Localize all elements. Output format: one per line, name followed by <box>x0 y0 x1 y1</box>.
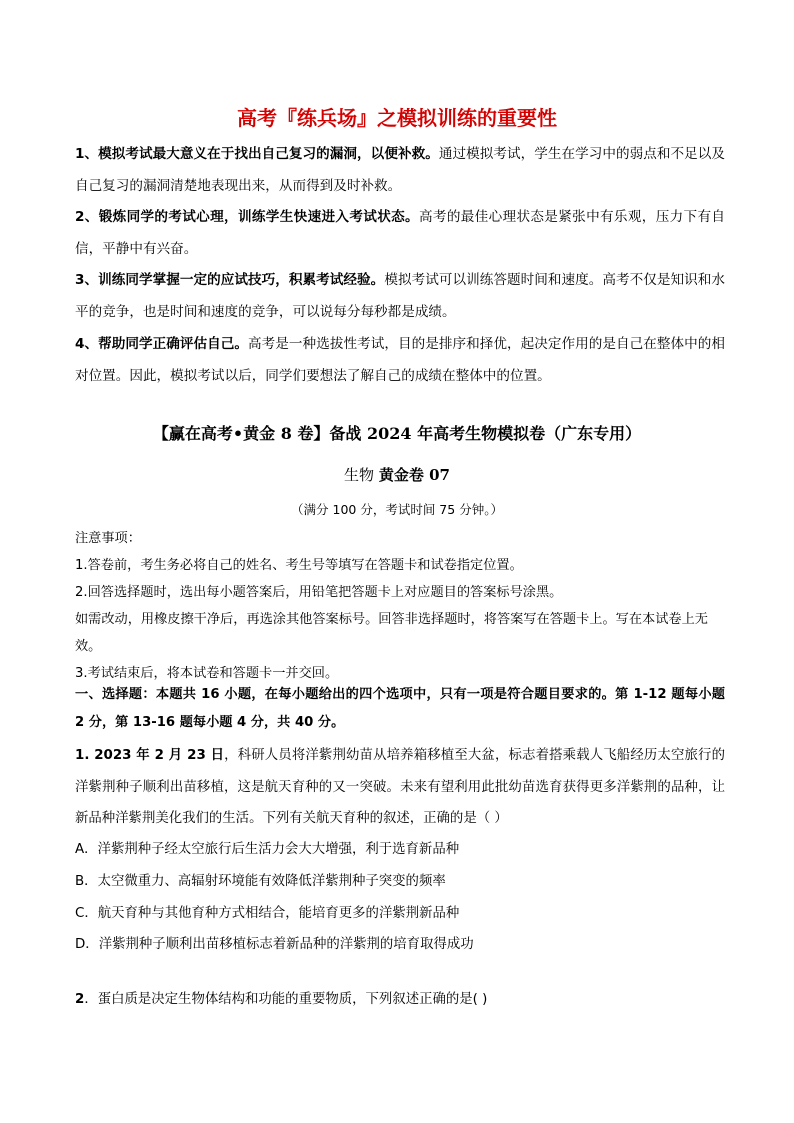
importance-item-1-heading: 1、模拟考试最大意义在于找出自己复习的漏洞，以便补救。 <box>75 146 439 162</box>
importance-item-3-heading: 3、训练同学掌握一定的应试技巧，积累考试经验。 <box>75 272 385 288</box>
importance-item-2 <box>75 202 725 265</box>
question-1-option-b: B．太空微重力、高辐射环境能有效降低洋紫荆种子突变的频率 <box>75 874 446 889</box>
notes-heading: 注意事项： <box>75 531 141 546</box>
section-one-instructions: 一、选择题：本题共 16 小题，在每小题给出的四个选项中，只有一项是符合题目要求的。第 1-12 题每小题 2 分，第 13-16 题每小题 4 分，共 40 分。 <box>75 687 725 730</box>
exam-subtitle <box>0 463 794 487</box>
exam-paper: 黄金卷 07 <box>378 466 450 484</box>
notes-item-4: 3.考试结束后，将本试卷和答题卡一并交回。 <box>75 666 339 681</box>
question-2-stem <box>75 984 725 1016</box>
exam-time-note: （满分 100 分，考试时间 75 分钟。） <box>291 502 503 517</box>
importance-item-3-body: 模拟考试可以训练答题时间和速度。高考不仅是知识和水平的竞争，也是时间和速度的竞争，可以说每分每秒都是成绩。 <box>75 272 726 320</box>
question-1-stem <box>75 740 725 835</box>
question-2-number: 2 <box>75 992 85 1007</box>
importance-item-4 <box>75 329 725 392</box>
page-title: 高考『练兵场』之模拟训练的重要性 <box>237 106 557 130</box>
question-1-option-d: D．洋紫荆种子顺利出苗移植标志着新品种的洋紫荆的培育取得成功 <box>75 937 474 952</box>
importance-item-1-body: 通过模拟考试，学生在学习中的弱点和不足以及自己复习的漏洞清楚地表现出来，从而得到及时补救。 <box>75 146 725 194</box>
notes-item-1: 1.答卷前，考生务必将自己的姓名、考生号等填写在答题卡和试卷指定位置。 <box>75 558 523 573</box>
question-1-option-a: A．洋紫荆种子经太空旅行后生活力会大大增强，利于选育新品种 <box>75 842 460 857</box>
notes-item-2: 2.回答选择题时，选出每小题答案后，用铅笔把答题卡上对应题目的答案标号涂黑。 <box>75 585 563 600</box>
importance-item-4-body: 高考是一种选拔性考试，目的是排序和择优，起决定作用的是自己在整体中的相对位置。因此，模拟考试以后，同学们要想法了解自己的成绩在整体中的位置。 <box>75 336 726 384</box>
exam-subject: 生物 <box>344 466 375 484</box>
importance-item-2-heading: 2、锻炼同学的考试心理，训练学生快速进入考试状态。 <box>75 209 419 225</box>
question-1-option-c: C．航天育种与其他育种方式相结合，能培育更多的洋紫荆新品种 <box>75 906 460 921</box>
importance-item-1 <box>75 139 725 202</box>
question-1-number: 1. 2023 年 2 月 23 日 <box>75 748 225 763</box>
exam-title: 【赢在高考•黄金 8 卷】备战 2024 年高考生物模拟卷（广东专用） <box>152 424 642 443</box>
importance-item-4-heading: 4、帮助同学正确评估自己。 <box>75 336 249 352</box>
importance-item-3 <box>75 265 725 328</box>
question-2-text: ．蛋白质是决定生物体结构和功能的重要物质，下列叙述正确的是( ) <box>84 992 488 1007</box>
question-1-text: ，科研人员将洋紫荆幼苗从培养箱移植至大盆，标志着搭乘载人飞船经历太空旅行的洋紫荆种子顺利出苗移植，这是航天育种的又一突破。未来有望利用此批幼苗选育获得更多洋紫荆的品种，让新品种洋紫荆美化我们的生活。下列有关航天育种的叙述，正确的是（ ） <box>75 748 725 826</box>
importance-item-2-body: 高考的最佳心理状态是紧张中有乐观，压力下有自信，平静中有兴奋。 <box>75 209 725 257</box>
notes-item-3: 如需改动，用橡皮擦干净后，再选涂其他答案标号。回答非选择题时，将答案写在答题卡上。写在本试卷上无效。 <box>75 612 708 654</box>
